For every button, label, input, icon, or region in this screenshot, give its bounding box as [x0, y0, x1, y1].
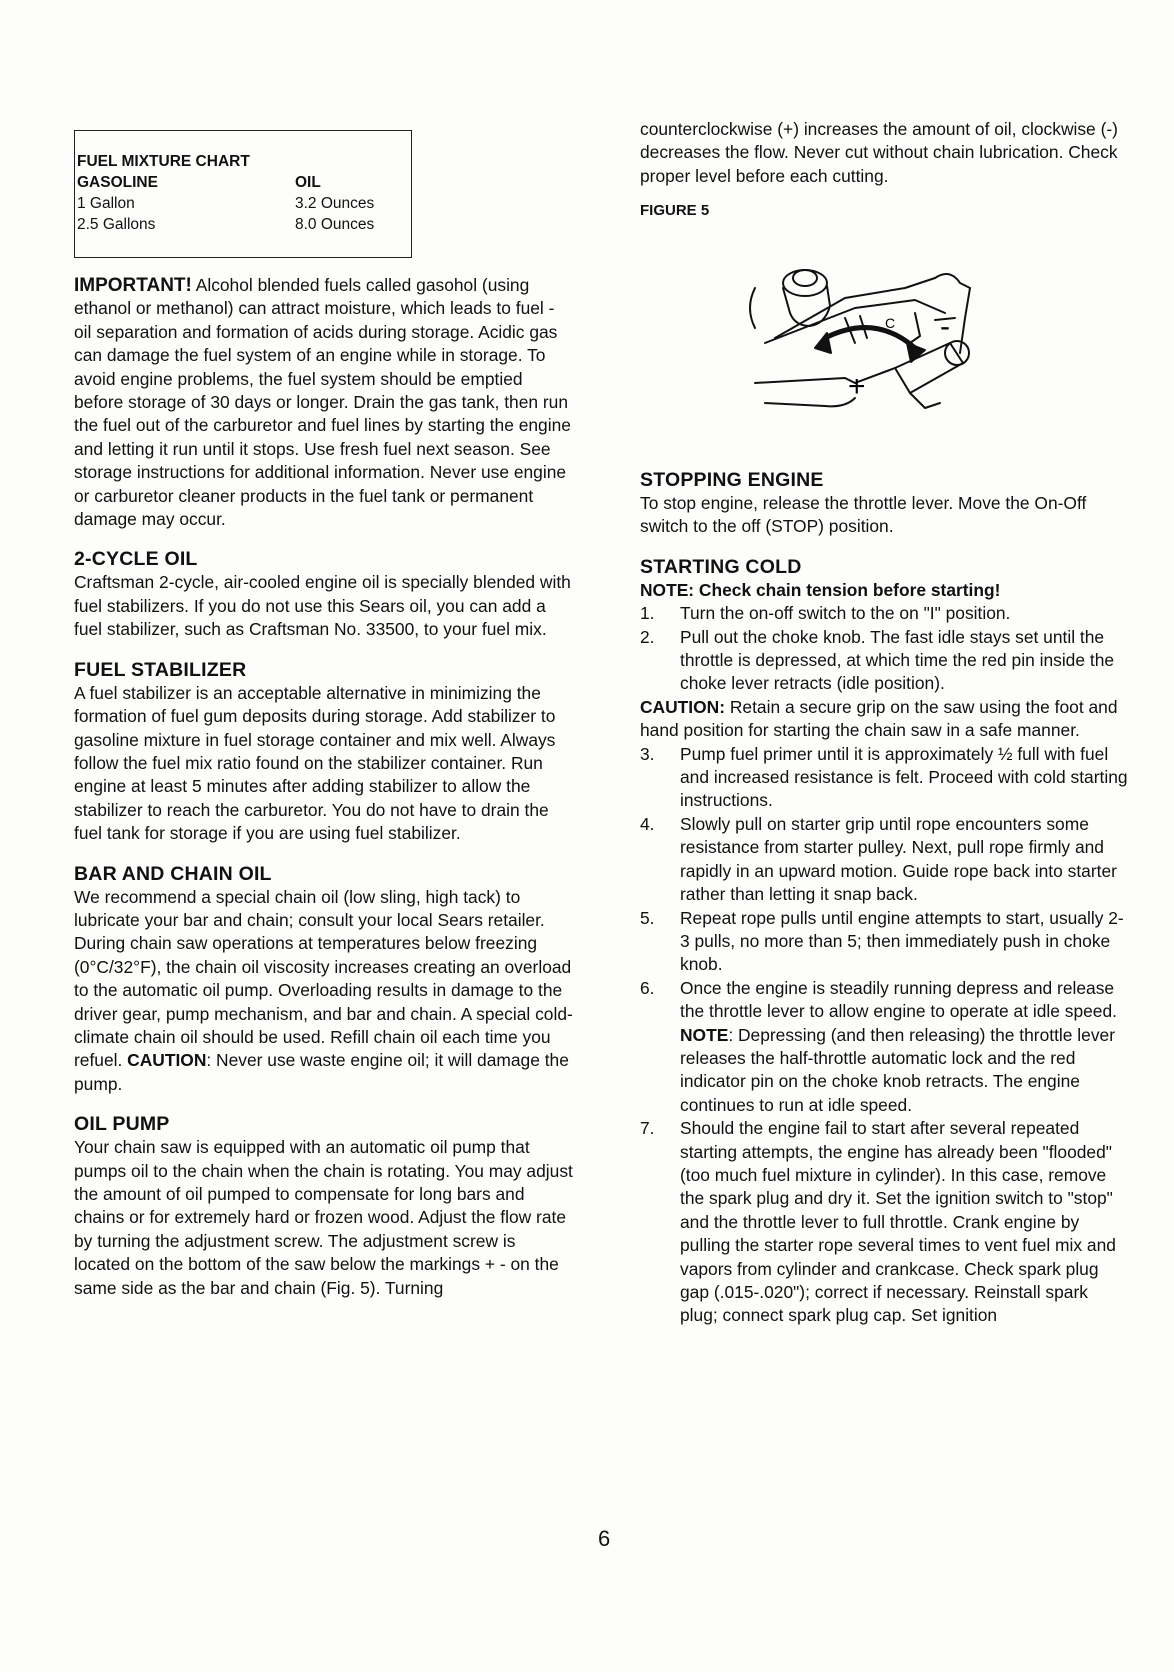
fuel-mixture-chart — [74, 130, 412, 258]
important-text: Alcohol blended fuels called gasohol (using ethanol or methanol) can attract moisture, which leads to fuel - oil separation and formation of acids during storage. Acidic gas can damage the fuel system of an engine while in storage. To avoid engine problems, the fuel system should be emptied before storage of 30 days or longer. Drain the gas tank, then run the fuel out of the carburetor and fuel lines by starting the engine and letting it run until it stops. Use fresh fuel next season. See storage instructions for additional information. Never use engine or carburetor cleaner products in the fuel tank or permanent damage may occur. — [74, 275, 571, 530]
bar-chain-oil-heading: BAR AND CHAIN OIL — [74, 862, 272, 885]
step-item — [640, 626, 1130, 696]
figure-outline-bottom — [755, 378, 855, 383]
step-text: Pull out the choke knob. The fast idle stays set until the throttle is depressed, at which time the red pin inside the choke lever retracts (idle position). — [680, 626, 1115, 694]
bar-chain-oil-text — [74, 886, 574, 1097]
oil-pump-continued: counterclockwise (+) increases the amount of oil, clockwise (-) decreases the flow. Never cut without chain lubrication. Check proper level before each cutting. — [640, 119, 1118, 186]
figure-plus-label: + — [848, 370, 866, 403]
figure-5-illustration — [735, 258, 1020, 458]
stopping-engine-text: To stop engine, release the throttle lever. Move the On-Off switch to the off (STOP) position. — [640, 493, 1087, 537]
step-item — [640, 977, 1130, 1117]
step-text: Once the engine is steadily running depress and release the throttle lever to allow engine to operate at idle speed. — [680, 977, 1117, 1022]
left-column — [74, 274, 574, 1300]
step-text: Pump fuel primer until it is approximately ½ full with fuel and increased resistance is felt. Proceed with cold starting instructions. — [680, 743, 1128, 811]
cycle-oil-text: Craftsman 2-cycle, air-cooled engine oil is specially blended with fuel stabilizers. If you do not use this Sears oil, you can add a fuel stabilizer, such as Craftsman No. 33500, to your fuel mix. — [74, 572, 571, 640]
right-column-top — [640, 118, 1130, 219]
step-item — [640, 1117, 1130, 1328]
step-item — [640, 907, 1130, 977]
important-label: IMPORTANT! — [74, 275, 192, 296]
chart-cell: 2.5 Gallons — [77, 216, 156, 233]
caution-label: CAUTION: — [640, 696, 726, 717]
chart-cell: 1 Gallon — [77, 195, 135, 212]
chart-cell: 8.0 Ounces — [295, 216, 375, 233]
fuel-stabilizer-heading: FUEL STABILIZER — [74, 658, 247, 681]
step-text: Repeat rope pulls until engine attempts to start, usually 2-3 pulls, no more than 5; then immediately push in choke knob. — [680, 907, 1124, 975]
note-label: NOTE — [680, 1024, 729, 1045]
chart-title: FUEL MIXTURE CHART — [77, 153, 250, 170]
step-number: 4. — [640, 813, 655, 834]
chart-header-gasoline: GASOLINE — [77, 174, 158, 191]
bar-chain-oil-text-b: : Never use waste engine oil; it will damage the pump. — [74, 1050, 569, 1094]
oil-pump-heading: OIL PUMP — [74, 1113, 170, 1136]
step-number: 7. — [640, 1118, 655, 1139]
adjust-arrow-icon — [825, 328, 915, 348]
step-item — [640, 813, 1130, 907]
chain-tension-note: NOTE: Check chain tension before starting! — [640, 579, 1001, 600]
figure-minus-label: - — [940, 310, 950, 343]
step-number: 6. — [640, 977, 655, 998]
right-column-bottom — [640, 468, 1130, 1328]
step-number: 2. — [640, 626, 655, 647]
step-number: 5. — [640, 907, 655, 928]
step-item — [640, 602, 1130, 625]
caution-label: CAUTION — [127, 1050, 207, 1071]
step-text: Slowly pull on starter grip until rope encounters some resistance from starter pulley. Next, pull rope firmly and rapidly in an upward motion. Guide rope back into starter rather than letting it snap back. — [680, 813, 1117, 905]
step-number: 3. — [640, 743, 655, 764]
screwdriver-icon — [895, 343, 963, 393]
oil-cap-icon — [783, 270, 827, 296]
step-text: : Depressing (and then releasing) the throttle lever releases the half-throttle automatic lock and the red indicator pin on the choke knob retracts. The engine continues to run at idle speed. — [680, 1024, 1115, 1115]
figure-outline-left — [750, 288, 755, 328]
starting-cold-heading: STARTING COLD — [640, 555, 802, 578]
page-number: 6 — [598, 1526, 611, 1551]
fuel-stabilizer-text: A fuel stabilizer is an acceptable alternative in minimizing the formation of fuel gum deposits during storage. Add stabilizer to gasoline mixture in fuel storage container and mix well. Always follow the fuel mix ratio found on the stabilizer container. Run engine at least 5 minutes after adding stabilizer to allow the stabilizer to reach the carburetor. You do not have to drain the fuel tank for storage if you are using fuel stabilizer. — [74, 682, 556, 844]
step-number: 1. — [640, 603, 655, 624]
starting-steps-b — [640, 743, 1130, 1328]
starting-steps-a — [640, 602, 1130, 696]
starting-caution-text: Retain a secure grip on the saw using the foot and hand position for starting the chain saw in a safe manner. — [640, 696, 1118, 741]
chart-cell: 3.2 Ounces — [295, 195, 375, 212]
figure-c-label: C — [885, 315, 896, 331]
starting-caution — [640, 696, 1130, 743]
oil-pump-text: Your chain saw is equipped with an automatic oil pump that pumps oil to the chain when the chain is rotating. You may adjust the amount of oil pumped to compensate for long bars and chains or for extremely hard or frozen wood. Adjust the flow rate by turning the adjustment screw. The adjustment screw is located on the bottom of the saw below the markings + - on the same side as the bar and chain (Fig. 5). Turning — [74, 1137, 573, 1298]
important-paragraph — [74, 274, 574, 531]
figure-label: FIGURE 5 — [640, 202, 710, 220]
cycle-oil-heading: 2-CYCLE OIL — [74, 548, 198, 571]
chart-header-oil: OIL — [295, 174, 321, 191]
step-item — [640, 743, 1130, 813]
stopping-engine-heading: STOPPING ENGINE — [640, 469, 824, 491]
step-text: Should the engine fail to start after several repeated starting attempts, the engine has already been "flooded" (too much fuel mixture in cylinder). In this case, remove the spark plug and dry it. Set the ignition switch to "stop" and the throttle lever to full throttle. Crank engine by pulling the starter rope several times to vent fuel mix and vapors from cylinder and crankcase. Check spark plug gap (.015-.020"); correct if necessary. Reinstall spark plug; connect spark plug cap. Set ignition — [680, 1118, 1116, 1326]
bar-chain-oil-text-a: We recommend a special chain oil (low sling, high tack) to lubricate your bar and chain; consult your local Sears retailer. During chain saw operations at temperatures below freezing (0°C/32°F), the chain oil viscosity increases creating an overload to the automatic oil pump. Overloading results in damage to the driver gear, pump mechanism, and bar and chain. A special cold-climate chain oil should be used. Refill chain oil each time you refuel. — [74, 886, 573, 1071]
step-text: Turn the on-off switch to the on "I" position. — [680, 603, 1011, 624]
